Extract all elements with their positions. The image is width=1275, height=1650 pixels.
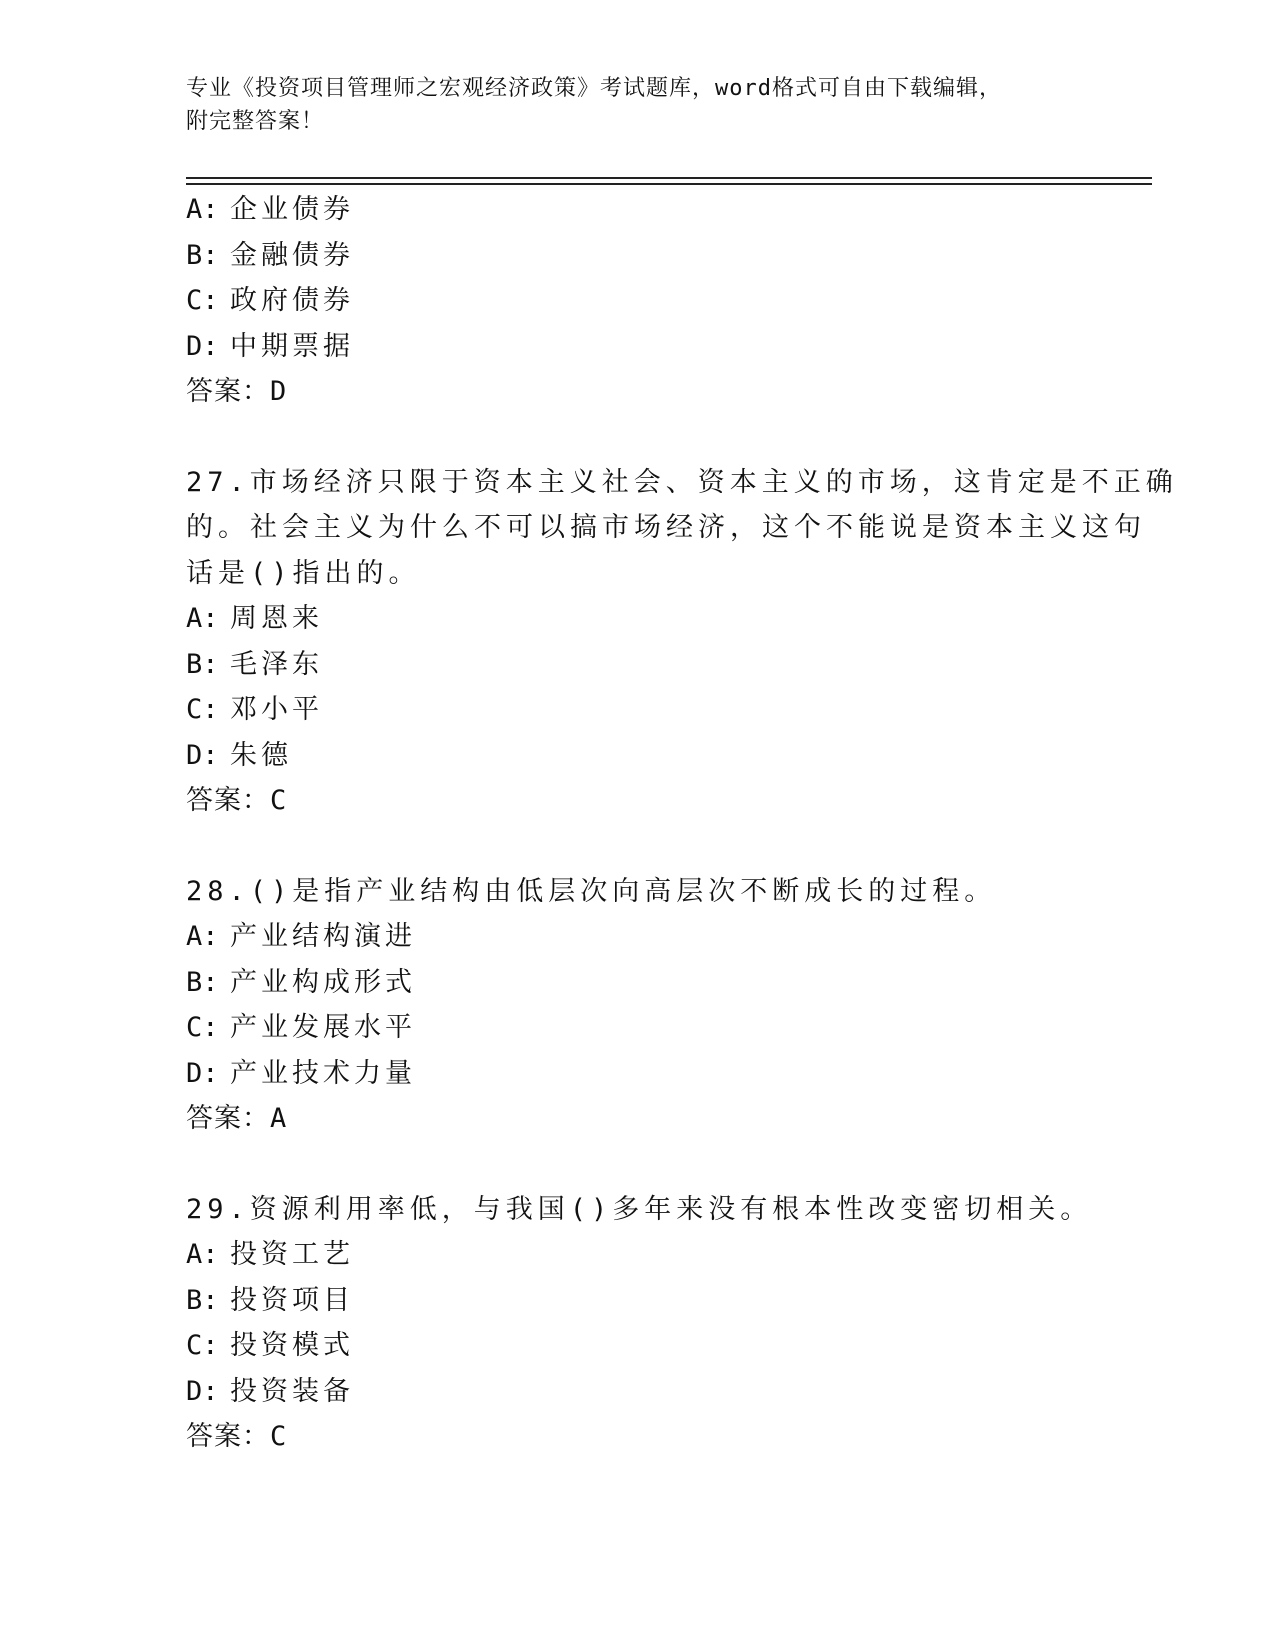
- option-letter: A:: [186, 1239, 219, 1270]
- answer-line: 答案：C: [186, 1421, 288, 1452]
- option-text: 邓小平: [230, 694, 323, 725]
- option-c: [186, 1005, 1086, 1051]
- option-text: 朱德: [230, 739, 292, 771]
- header-divider-top: [186, 177, 1152, 179]
- option-a: [186, 187, 1086, 233]
- question-stem-line: 27.市场经济只限于资本主义社会、资本主义的市场，这肯定是不正确: [186, 466, 1178, 498]
- option-letter: C:: [186, 694, 219, 725]
- option-letter: A:: [186, 921, 219, 952]
- header-divider-bottom: [186, 183, 1152, 185]
- option-letter: C:: [186, 1330, 219, 1361]
- option-letter: A:: [186, 194, 219, 225]
- option-text: 周恩来: [230, 603, 323, 634]
- option-text: 投资装备: [230, 1375, 354, 1407]
- option-text: 金融债券: [230, 239, 354, 271]
- option-letter: B:: [186, 1284, 219, 1316]
- option-text: 产业发展水平: [230, 1012, 416, 1043]
- header-line-1: 专业《投资项目管理师之宏观经济政策》考试题库，word格式可自由下载编辑，: [186, 76, 1002, 101]
- option-text: 中期票据: [230, 330, 354, 362]
- option-letter: B:: [186, 966, 219, 998]
- option-d: [186, 1051, 1086, 1097]
- option-letter: D:: [186, 1057, 219, 1089]
- option-b: [186, 233, 1086, 279]
- option-letter: D:: [186, 1375, 219, 1407]
- question-28: [186, 869, 1086, 1142]
- question-stem-line: 28.()是指产业结构由低层次向高层次不断成长的过程。: [186, 875, 997, 907]
- option-b: [186, 960, 1086, 1006]
- option-text: 毛泽东: [230, 648, 323, 680]
- option-letter: B:: [186, 239, 219, 271]
- option-letter: D:: [186, 330, 219, 362]
- option-text: 产业结构演进: [230, 921, 416, 952]
- option-d: [186, 733, 1086, 779]
- spacer: [186, 1142, 1086, 1187]
- option-letter: B:: [186, 648, 219, 680]
- option-b: [186, 1278, 1086, 1324]
- option-letter: D:: [186, 739, 219, 771]
- answer-line: 答案：A: [186, 1103, 288, 1134]
- option-letter: C:: [186, 1012, 219, 1043]
- question-stem-line: 的。社会主义为什么不可以搞市场经济，这个不能说是资本主义这句: [186, 512, 1146, 543]
- option-text: 产业技术力量: [230, 1057, 416, 1089]
- question-list: [186, 187, 1178, 1460]
- answer-line: 答案：D: [186, 376, 288, 407]
- question-29: [186, 1187, 1093, 1460]
- option-a: [186, 914, 1086, 960]
- option-text: 投资模式: [230, 1330, 354, 1361]
- option-c: [186, 1323, 1086, 1369]
- question-stem-line: 29.资源利用率低，与我国()多年来没有根本性改变密切相关。: [186, 1193, 1093, 1225]
- option-text: 产业构成形式: [230, 966, 416, 998]
- answer-line: 答案：C: [186, 785, 288, 816]
- header-line-2: 附完整答案！: [186, 109, 325, 134]
- question-27: [186, 460, 1178, 824]
- option-text: 企业债券: [230, 194, 354, 225]
- option-b: [186, 642, 1086, 688]
- question-stem-line: 话是()指出的。: [186, 557, 421, 589]
- option-d: [186, 1369, 1086, 1415]
- option-c: [186, 687, 1086, 733]
- spacer: [186, 415, 1086, 460]
- option-c: [186, 278, 1086, 324]
- option-text: 政府债券: [230, 285, 354, 316]
- option-text: 投资工艺: [230, 1239, 354, 1270]
- option-text: 投资项目: [230, 1284, 354, 1316]
- option-letter: C:: [186, 285, 219, 316]
- spacer: [186, 824, 1086, 869]
- question-26: [186, 187, 1086, 415]
- option-d: [186, 324, 1086, 370]
- document-header: [186, 72, 1086, 138]
- option-letter: A:: [186, 603, 219, 634]
- option-a: [186, 596, 1086, 642]
- option-a: [186, 1232, 1086, 1278]
